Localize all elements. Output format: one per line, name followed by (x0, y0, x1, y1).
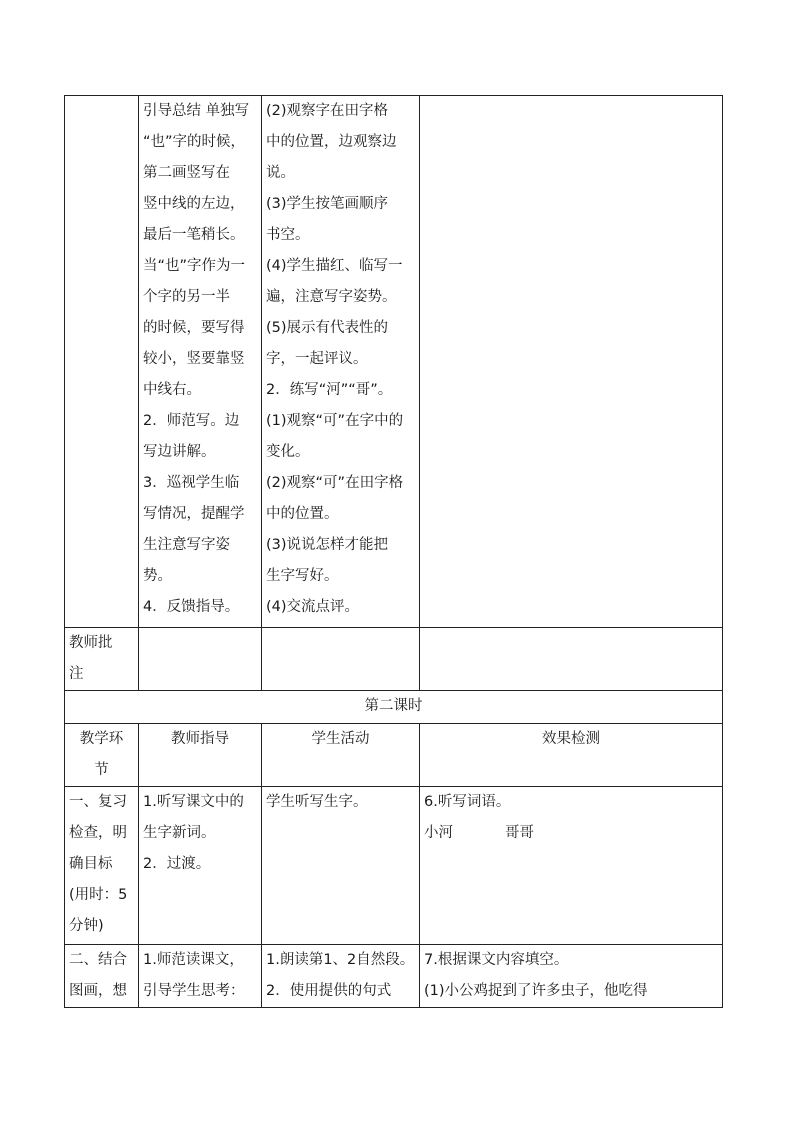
stage-cell (65, 787, 139, 945)
text-line: 检查，明 (69, 825, 127, 841)
text-line: 写边讲解。 (143, 444, 216, 460)
text-line: 个字的另一半 (143, 289, 230, 305)
table-row (65, 787, 723, 945)
text-line: 2．师范写。边 (143, 413, 240, 429)
text-line: 引导总结 单独写 (143, 103, 250, 119)
header-student-activity: 学生活动 (262, 724, 420, 787)
header-stage (65, 724, 139, 787)
text-line: “也”字的时候， (143, 134, 246, 150)
check-word: 哥哥 (505, 825, 534, 841)
section-title: 第二课时 (65, 691, 723, 724)
text-line: 2．过渡。 (143, 856, 211, 872)
effect-check-cell (420, 96, 723, 628)
text-line: (2)观察字在田字格 (266, 103, 389, 119)
text-line: (1)观察“可”在字中的 (266, 413, 404, 429)
text-line: 中的位置，边观察边 (266, 134, 397, 150)
comment-label-cell (65, 628, 139, 691)
stage-cell (65, 96, 139, 628)
table-row (65, 628, 723, 691)
text-line: (用时：5 (69, 887, 128, 903)
teacher-guidance-cell (139, 787, 262, 945)
student-activity-cell (262, 96, 420, 628)
table-header-row (65, 724, 723, 787)
stage-cell (65, 945, 139, 1008)
text-line: 4．反馈指导。 (143, 599, 240, 615)
student-activity-cell (262, 787, 420, 945)
effect-check-cell (420, 945, 723, 1008)
teacher-guidance-cell (139, 96, 262, 628)
text-line: (3)说说怎样才能把 (266, 537, 389, 553)
text-line: 生字新词。 (143, 825, 216, 841)
text-line: 引导学生思考： (143, 983, 245, 999)
text-line: 的时候，要写得 (143, 320, 245, 336)
text-line: 较小，竖要靠竖 (143, 351, 245, 367)
text-line: 说。 (266, 165, 295, 181)
header-teacher-guidance: 教师指导 (139, 724, 262, 787)
lesson-plan-table (64, 95, 723, 1008)
text-line: (1)小公鸡捉到了许多虫子，他吃得 (424, 983, 648, 999)
comment-cell (139, 628, 262, 691)
text-line: 1.听写课文中的 (143, 794, 244, 810)
text-line: 7.根据课文内容填空。 (424, 952, 569, 968)
text-line: (4)交流点评。 (266, 599, 360, 615)
text-line: 2．使用提供的句式 (266, 983, 392, 999)
text-line: 教学环 (79, 731, 124, 747)
text-line: 字，一起评议。 (266, 351, 368, 367)
comment-cell (262, 628, 420, 691)
text-line: 遍，注意写字姿势。 (266, 289, 397, 305)
text-line: 一、复习 (69, 794, 127, 810)
check-words (424, 818, 718, 849)
text-line: 二、结合 (69, 952, 127, 968)
text-line: 2．练写“河”“哥”。 (266, 382, 393, 398)
table-row (65, 945, 723, 1008)
text-line: 节 (94, 762, 109, 778)
text-line: 生注意写字姿 (143, 537, 230, 553)
text-line: 中线右。 (143, 382, 201, 398)
check-title: 6.听写词语。 (424, 794, 511, 810)
check-word: 小河 (424, 825, 453, 841)
text-line: 势。 (143, 568, 172, 584)
text-line: 3．巡视学生临 (143, 475, 240, 491)
text-line: 注 (69, 666, 84, 682)
text-line: 第二画竖写在 (143, 165, 230, 181)
effect-check-cell (420, 787, 723, 945)
text-line: 教师批 (69, 635, 113, 651)
text-line: 1.师范读课文， (143, 952, 244, 968)
text-line: 书空。 (266, 227, 310, 243)
header-effect-check: 效果检测 (420, 724, 723, 787)
table-row (65, 96, 723, 628)
text-line: 1.朗读第1、2自然段。 (266, 952, 415, 968)
comment-cell (420, 628, 723, 691)
text-line: (3)学生按笔画顺序 (266, 196, 389, 212)
text-line: 生字写好。 (266, 568, 339, 584)
teacher-guidance-cell (139, 945, 262, 1008)
text-line: 最后一笔稍长。 (143, 227, 245, 243)
text-line: (5)展示有代表性的 (266, 320, 389, 336)
text-line: 学生听写生字。 (266, 794, 368, 810)
text-line: 确目标 (69, 856, 113, 872)
text-line: 图画，想 (69, 983, 127, 999)
text-line: 竖中线的左边， (143, 196, 245, 212)
text-line: 写情况，提醒学 (143, 506, 245, 522)
student-activity-cell (262, 945, 420, 1008)
text-line: 分钟) (69, 918, 104, 934)
text-line: 变化。 (266, 444, 310, 460)
text-line: 当“也”字作为一 (143, 258, 246, 274)
text-line: (2)观察“可”在田字格 (266, 475, 404, 491)
text-line: (4)学生描红、临写一 (266, 258, 403, 274)
table-row (65, 691, 723, 724)
text-line: 中的位置。 (266, 506, 339, 522)
